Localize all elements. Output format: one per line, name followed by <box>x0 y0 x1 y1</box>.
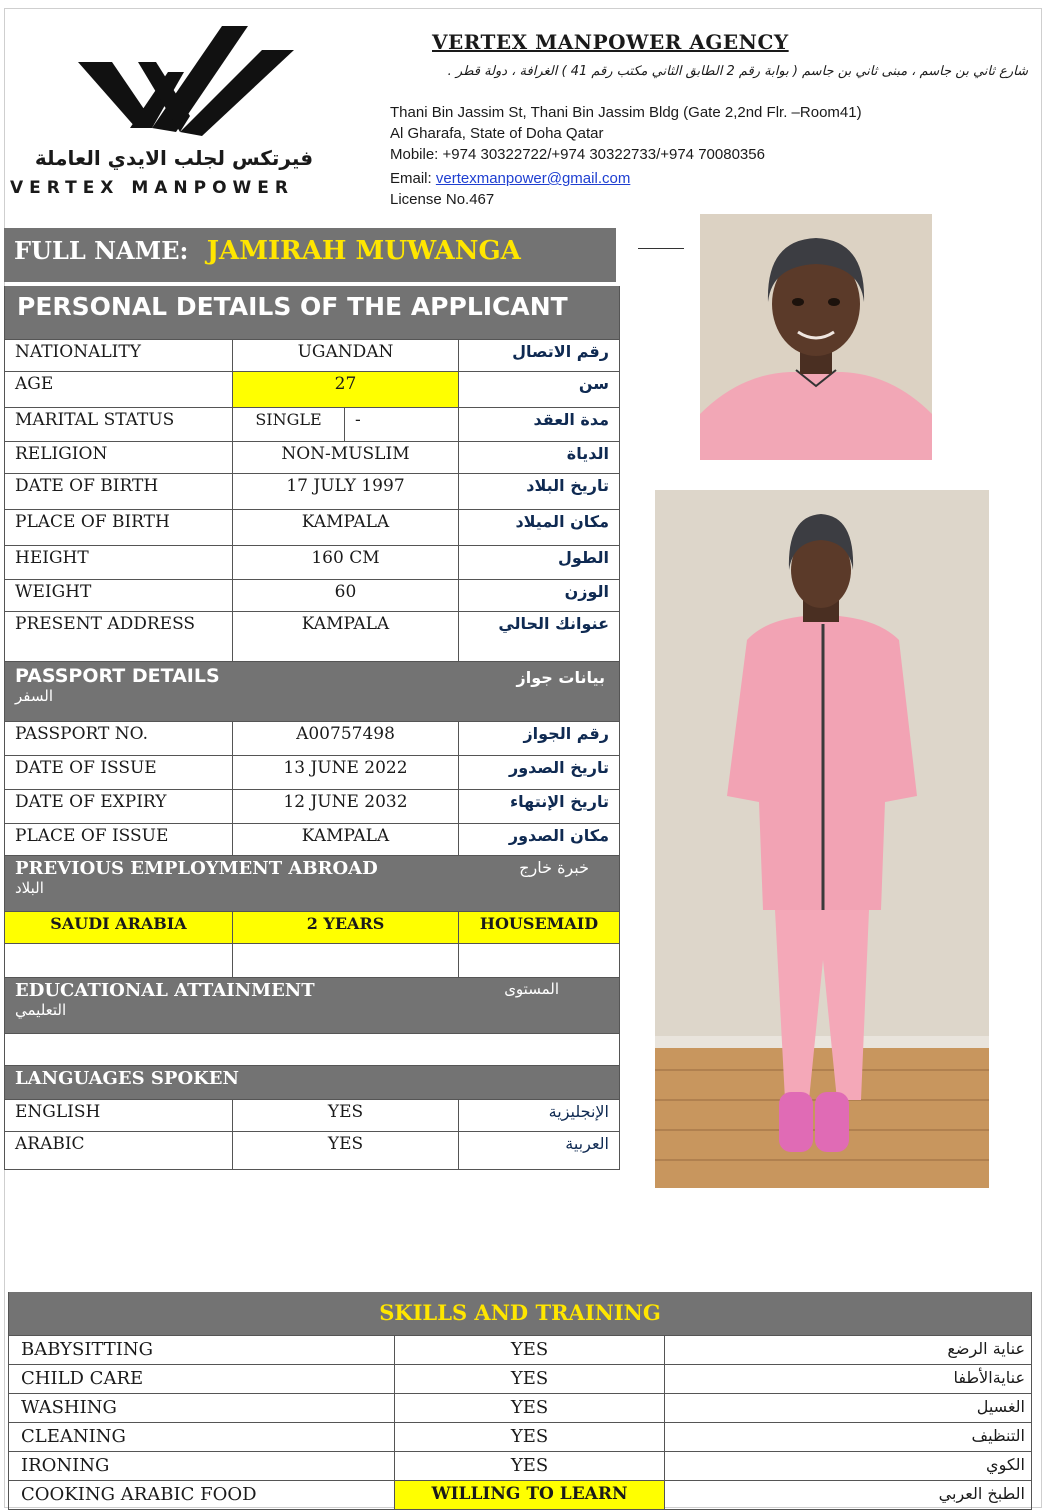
logo-arabic-text: فيرتكس لجلب الايدي العاملة <box>34 146 314 170</box>
marital-status-value: SINGLE <box>233 408 345 441</box>
skill-label: CLEANING <box>9 1423 395 1451</box>
row-label: HEIGHT <box>5 546 233 579</box>
row-value: 13 JUNE 2022 <box>233 756 459 789</box>
row-arabic-label: الوزن <box>564 582 609 601</box>
full-name-bar <box>4 228 616 282</box>
full-name-value: JAMIRAH MUWANGA <box>206 236 521 266</box>
skill-arabic-label: التنظيف <box>971 1426 1025 1445</box>
table-row <box>5 580 619 612</box>
skill-value: YES <box>395 1365 665 1393</box>
logo-english-text: VERTEX MANPOWER <box>10 178 294 198</box>
row-value: KAMPALA <box>233 510 459 545</box>
table-row <box>9 1423 1031 1452</box>
table-row <box>5 722 619 756</box>
education-empty-row <box>5 1034 619 1066</box>
education-heading-arabic-2: التعليمي <box>15 1001 67 1019</box>
table-row <box>5 1132 619 1170</box>
divider-dash <box>638 248 684 249</box>
table-row <box>5 612 619 662</box>
skill-arabic-label: عناية الرضع <box>947 1339 1025 1358</box>
table-row <box>9 1365 1031 1394</box>
personal-details-table <box>4 286 620 1170</box>
mobile-numbers: Mobile: +974 30322722/+974 30322733/+974 70080356 <box>390 146 765 163</box>
skill-value-highlight: WILLING TO LEARN <box>395 1481 665 1509</box>
employment-heading-text: PREVIOUS EMPLOYMENT ABROAD <box>15 858 378 879</box>
row-arabic-label: رقم الاتصال <box>512 342 609 361</box>
row-arabic-label: العربية <box>565 1134 609 1153</box>
row-label: PASSPORT NO. <box>5 722 233 755</box>
row-arabic-label: مكان الميلاد <box>515 512 609 531</box>
passport-heading-text: PASSPORT DETAILS <box>15 665 220 687</box>
education-heading-text: EDUCATIONAL ATTAINMENT <box>15 980 315 1001</box>
skill-arabic-label: الكوي <box>986 1455 1025 1474</box>
row-arabic-label: مكان الصدور <box>508 826 609 845</box>
row-arabic-label: الدياة <box>566 444 609 463</box>
row-value: NON-MUSLIM <box>233 442 459 473</box>
employment-heading-arabic: خبرة خارج <box>519 858 589 877</box>
applicant-portrait-photo <box>700 214 932 460</box>
row-label: DATE OF BIRTH <box>5 474 233 509</box>
personal-details-heading: PERSONAL DETAILS OF THE APPLICANT <box>5 286 619 340</box>
row-label: MARITAL STATUS <box>5 408 233 441</box>
row-label: ENGLISH <box>5 1100 233 1131</box>
employment-heading <box>5 856 619 912</box>
row-value: 60 <box>233 580 459 611</box>
row-label: PRESENT ADDRESS <box>5 612 233 661</box>
passport-details-heading <box>5 662 619 722</box>
skill-label: IRONING <box>9 1452 395 1480</box>
row-label: AGE <box>5 372 233 407</box>
row-label: ARABIC <box>5 1132 233 1169</box>
table-row <box>9 1452 1031 1481</box>
row-arabic-label: الإنجليزية <box>548 1102 609 1121</box>
address-line-2: Al Gharafa, State of Doha Qatar <box>390 125 604 142</box>
table-row <box>5 474 619 510</box>
empty-row <box>5 944 619 978</box>
row-arabic-label: تاريخ الصدور <box>509 758 609 777</box>
license-number: License No.467 <box>390 191 495 208</box>
table-row <box>5 442 619 474</box>
table-row <box>9 1481 1031 1510</box>
marital-status-extra: - <box>355 410 361 430</box>
languages-heading: LANGUAGES SPOKEN <box>5 1066 619 1100</box>
email-link[interactable]: vertexmanpower@gmail.com <box>435 170 631 187</box>
row-label: PLACE OF BIRTH <box>5 510 233 545</box>
skills-heading: SKILLS AND TRAINING <box>9 1292 1031 1336</box>
row-label: DATE OF ISSUE <box>5 756 233 789</box>
row-value: 12 JUNE 2032 <box>233 790 459 823</box>
vertex-logo <box>72 20 302 140</box>
age-value-highlight: 27 <box>233 372 459 407</box>
row-value: YES <box>233 1132 459 1169</box>
row-arabic-label: الطول <box>558 548 609 567</box>
skill-arabic-label: عنايةالأطفا <box>953 1368 1025 1387</box>
table-row <box>5 546 619 580</box>
address-line-1: Thani Bin Jassim St, Thani Bin Jassim Bldg (Gate 2,2nd Flr. –Room41) <box>390 104 862 121</box>
table-row <box>5 824 619 856</box>
row-label: DATE OF EXPIRY <box>5 790 233 823</box>
row-value: 160 CM <box>233 546 459 579</box>
table-row <box>5 340 619 372</box>
skill-label: WASHING <box>9 1394 395 1422</box>
employment-position: HOUSEMAID <box>479 914 599 933</box>
skill-arabic-label: الطبخ العربي <box>938 1484 1025 1503</box>
email-label: Email: <box>390 170 432 187</box>
row-value: YES <box>233 1100 459 1131</box>
table-row <box>5 372 619 408</box>
table-row <box>9 1336 1031 1365</box>
employment-duration: 2 YEARS <box>233 912 459 943</box>
row-label: WEIGHT <box>5 580 233 611</box>
applicant-full-body-photo <box>655 490 989 1188</box>
row-label: PLACE OF ISSUE <box>5 824 233 855</box>
education-heading <box>5 978 619 1034</box>
skill-value: YES <box>395 1423 665 1451</box>
address-arabic: شارع ثاني بن جاسم ، مبنى ثاني بن جاسم ( بوابة رقم 2 الطابق الثاني مكتب رقم 41 ) الغرافة ، دولة قطر . <box>447 64 1028 79</box>
row-value: KAMPALA <box>233 824 459 855</box>
full-name-label: FULL NAME: <box>14 236 189 265</box>
row-arabic-label: رقم الجواز <box>523 724 609 743</box>
marital-status-cell <box>233 408 459 441</box>
skill-label: CHILD CARE <box>9 1365 395 1393</box>
row-arabic-label: تاريخ البلاد <box>526 476 609 495</box>
email-row <box>390 170 630 187</box>
skill-label: COOKING ARABIC FOOD <box>9 1481 395 1509</box>
row-value: A00757498 <box>233 722 459 755</box>
table-row <box>5 510 619 546</box>
table-row <box>5 1100 619 1132</box>
row-arabic-label: مدة العقد <box>533 410 609 429</box>
row-arabic-label: عنوانك الحالي <box>498 614 609 633</box>
table-row <box>5 756 619 790</box>
row-value: UGANDAN <box>233 340 459 371</box>
skill-value: YES <box>395 1336 665 1364</box>
row-arabic-label: تاريخ الإنتهاء <box>509 792 609 811</box>
table-row <box>9 1394 1031 1423</box>
skill-value: YES <box>395 1394 665 1422</box>
education-heading-arabic: المستوى <box>504 980 559 998</box>
row-value: 17 JULY 1997 <box>233 474 459 509</box>
passport-heading-arabic: بيانات جواز <box>516 668 605 687</box>
passport-heading-arabic-2: السفر <box>15 687 53 705</box>
skills-table <box>8 1292 1032 1510</box>
employment-heading-arabic-2: البلاد <box>15 879 44 897</box>
table-row <box>5 790 619 824</box>
employment-row <box>5 912 619 944</box>
table-row <box>5 408 619 442</box>
employment-country: SAUDI ARABIA <box>5 912 233 943</box>
skill-value: YES <box>395 1452 665 1480</box>
skill-label: BABYSITTING <box>9 1336 395 1364</box>
row-label: RELIGION <box>5 442 233 473</box>
agency-title: VERTEX MANPOWER AGENCY <box>432 30 789 54</box>
row-arabic-label: سن <box>578 374 609 393</box>
row-value: KAMPALA <box>233 612 459 661</box>
row-label: NATIONALITY <box>5 340 233 371</box>
skill-arabic-label: الغسيل <box>976 1397 1025 1416</box>
